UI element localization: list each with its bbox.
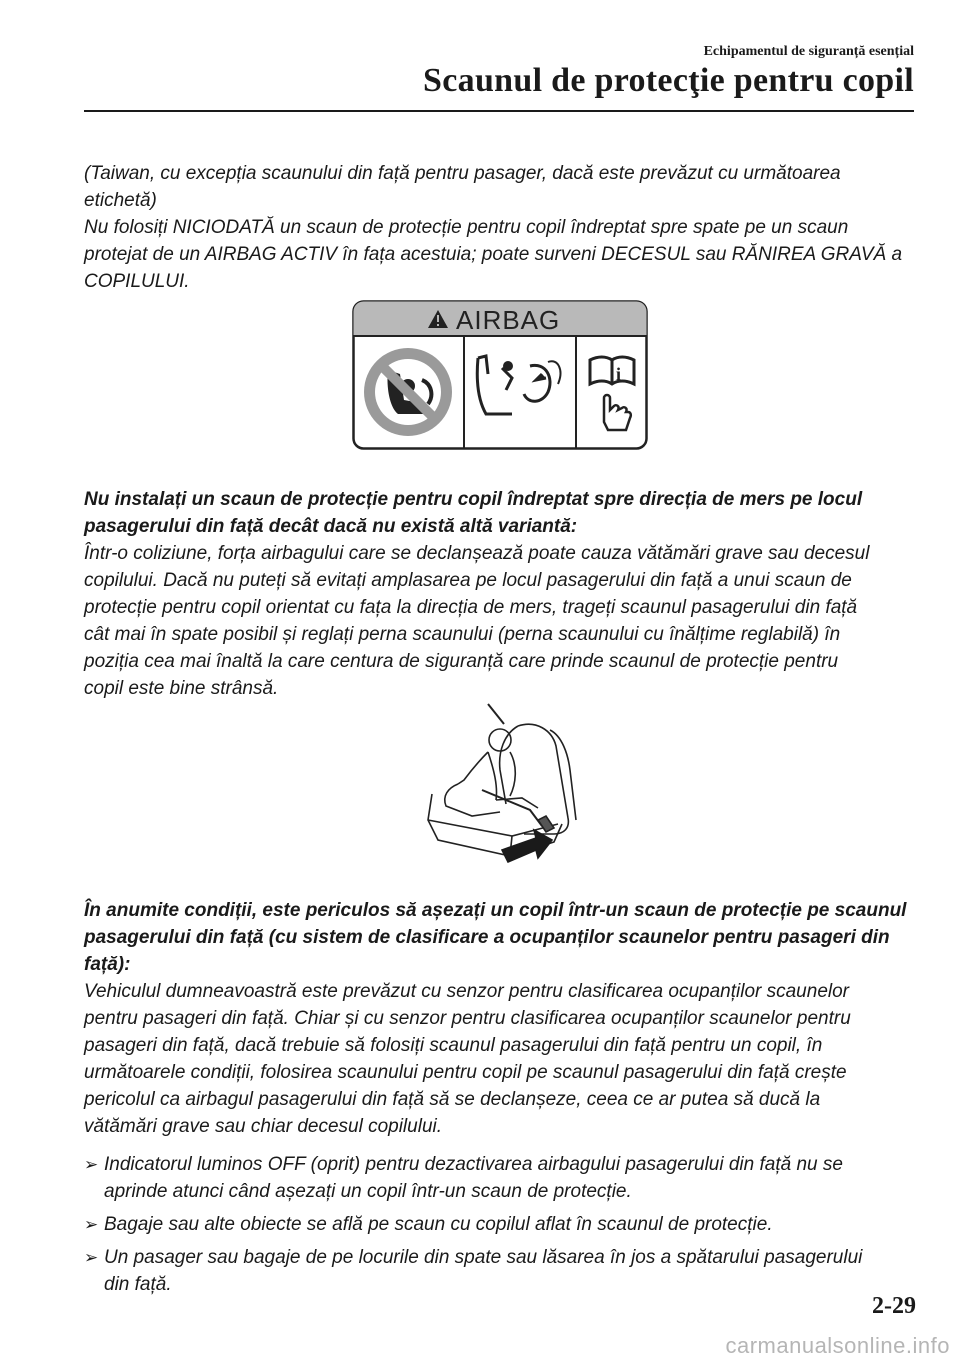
arrow-bullet-icon: ➢ xyxy=(84,1248,99,1267)
section-heading: pasagerului din față (cu sistem de clasificare a ocupanților scaunelor pentru pasageri din xyxy=(84,927,890,948)
list-item xyxy=(84,1211,920,1238)
occupant-classification-warning xyxy=(84,897,920,1140)
list-item-line: Indicatorul luminos OFF (oprit) pentru dezactivarea airbagului pasagerului din față nu se xyxy=(104,1154,843,1175)
body-line: Într-o coliziune, forța airbagului care se declanșează poate cauza vătămări grave sau decesul xyxy=(84,543,870,564)
section-heading: față): xyxy=(84,954,131,975)
section-heading: Nu instalați un scaun de protecție pentru copil îndreptat spre direcția de mers pe locul xyxy=(84,489,863,510)
list-item xyxy=(84,1244,920,1298)
body-line: pasageri din față, dacă trebuie să folosiți scaunul pasagerului din față pentru un copil, în xyxy=(84,1035,823,1056)
airbag-warning-label xyxy=(352,300,648,450)
page-title: Scaunul de protecţie pentru copil xyxy=(423,62,914,99)
body-line: poziția cea mai înaltă la care centura de siguranță care prinde scaunul de protecție pentru xyxy=(84,651,839,672)
body-line: următoarele condiții, folosirea scaunului pentru copil pe scaunul pasagerului din față crește xyxy=(84,1062,847,1083)
body-line: cât mai în spate posibil și reglați perna scaunului (perna scaunului cu înălțime reglabilă) în xyxy=(84,624,841,645)
conditions-list xyxy=(84,1151,920,1298)
arrow-bullet-icon: ➢ xyxy=(84,1155,99,1174)
forward-facing-warning xyxy=(84,486,920,702)
section-heading: În anumite condiții, este periculos să așezați un copil într-un scaun de protecție pe scaunul xyxy=(84,900,907,921)
taiwan-warning xyxy=(84,160,920,295)
warning-line: Nu folosiți NICIODATĂ un scaun de protecție pentru copil îndreptat spre spate pe un scaun xyxy=(84,217,849,238)
arrow-bullet-icon: ➢ xyxy=(84,1215,99,1234)
body-line: copilului. Dacă nu puteți să evitați amplasarea pe locul pasagerului din față a unui scaun de xyxy=(84,570,852,591)
warning-line: (Taiwan, cu excepția scaunului din față pentru pasager, dacă este prevăzut cu următoarea xyxy=(84,163,841,184)
airbag-label-text: AIRBAG xyxy=(456,305,561,335)
watermark: carmanualsonline.info xyxy=(725,1333,950,1358)
child-seat-illustration xyxy=(418,700,592,876)
body-line: Vehiculul dumneavoastră este prevăzut cu senzor pentru clasificarea ocupanților scaunelor xyxy=(84,981,850,1002)
list-item-line: din față. xyxy=(104,1274,172,1295)
body-line: vătămări grave sau chiar decesul copilului. xyxy=(84,1116,443,1137)
list-item-line: Bagaje sau alte obiecte se află pe scaun cu copilul aflat în scaunul de protecție. xyxy=(104,1214,773,1235)
list-item-line: Un pasager sau bagaje de pe locurile din spate sau lăsarea în jos a spătarului pasagerului xyxy=(104,1247,863,1268)
body-line: protecție pentru copil orientat cu fața la direcția de mers, trageți scaunul pasagerului din față xyxy=(84,597,858,618)
header-divider xyxy=(84,110,914,112)
body-line: pentru pasageri din față. Chiar și cu senzor pentru clasificarea ocupanților scaunelor pentru xyxy=(84,1008,851,1029)
prohibited-icon xyxy=(364,348,452,436)
list-item xyxy=(84,1151,920,1205)
warning-line: etichetă) xyxy=(84,190,157,211)
warning-line: protejat de un AIRBAG ACTIV în fața acestuia; poate surveni DECESUL sau RĂNIREA GRAVĂ a xyxy=(84,244,903,265)
body-line: pericolul ca airbagul pasagerului din față să se declanșeze, ceea ce ar putea să ducă la xyxy=(84,1089,821,1110)
list-item-line: aprinde atunci când așezați un copil într-un scaun de protecție. xyxy=(104,1181,632,1202)
header-section-label: Echipamentul de siguranță esențial xyxy=(703,44,914,59)
svg-text:i: i xyxy=(616,364,622,384)
page-number: 2-29 xyxy=(872,1293,916,1319)
section-heading: pasagerului din față decât dacă nu există altă variantă: xyxy=(84,516,578,537)
warning-line: COPILULUI. xyxy=(84,271,190,292)
body-line: copil este bine strânsă. xyxy=(84,678,279,699)
